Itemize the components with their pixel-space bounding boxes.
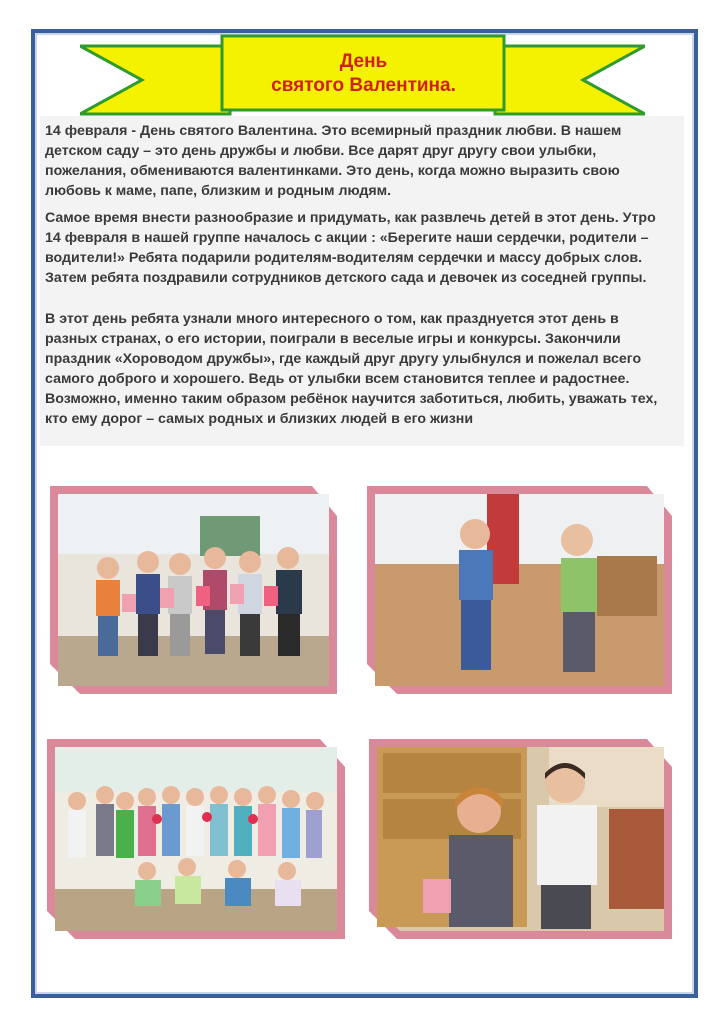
- banner-right-ribbon: [495, 46, 645, 114]
- page-title: [222, 38, 505, 110]
- paragraph-3: В этот день ребята узнали много интересного о том, как празднуется этот день в разных странах, о его истории, поиграли в веселые игры и конкурсы. Закончили праздник «Хороводом дружбы», где каждый друг другу улыбнулся и пожелал всего самого доброго и хорошего. Ведь от улыбки всем становится теплее и радостнее. Возможно, именно таким образом ребёнок научится заботиться, любить, уважать тех, кто ему дорог – самых родных и близких людей в его жизни: [45, 311, 658, 427]
- paragraph-1: 14 февраля - День святого Валентина. Это всемирный праздник любви. В нашем детском саду – это день дружбы и любви. Все дарят друг другу свои улыбки, пожелания, обмениваются валентинками. Это день, когда можно выразить свою любовь к маме, папе, близким и родным людям.: [45, 123, 622, 199]
- boy-hugging-teacher-photo: [369, 739, 672, 939]
- group-with-hearts-photo: [47, 739, 345, 939]
- children-holding-valentines-photo: [50, 486, 337, 694]
- title-line-2: святого Валентина.: [271, 75, 456, 96]
- banner-left-ribbon: [80, 46, 230, 114]
- boy-and-girl-dancing-photo: [367, 486, 672, 694]
- title-line-1: День: [339, 51, 388, 72]
- paragraph-2: Самое время внести разнообразие и придумать, как развлечь детей в этот день. Утро 14 февраля в нашей группе началось с акции : «Берегите наши сердечки, родители –водители!» Ребята подарили родителям-водителям сердечки и массу добрых слов. Затем ребята поздравили сотрудников детского сада и девочек из соседней группы.: [45, 210, 656, 286]
